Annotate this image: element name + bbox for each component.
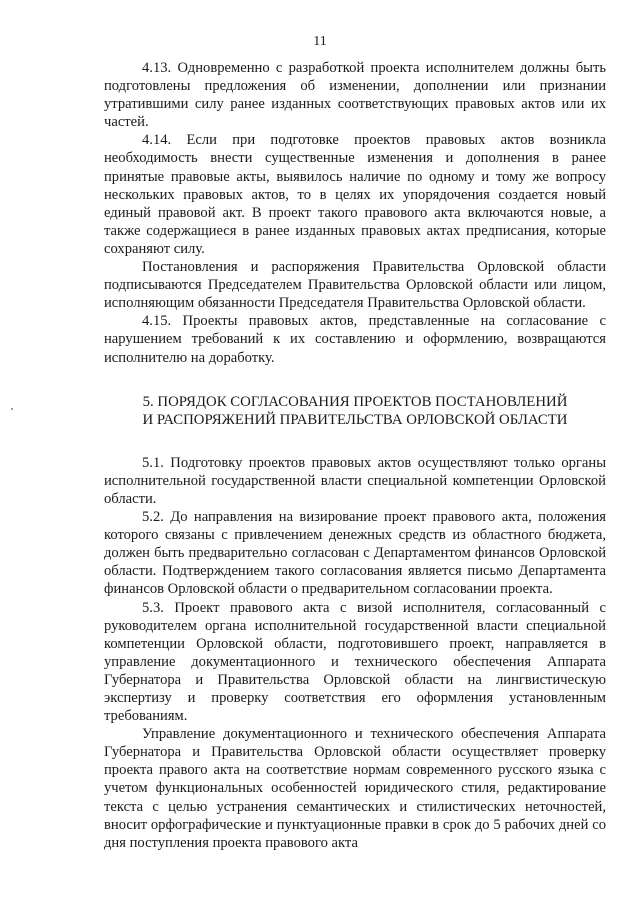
paragraph-4-14: 4.14. Если при подготовке проектов правовых актов возникла необходимость внести существенные изменения и дополнения в ранее принятые правовые акты, выявилось наличие по одному и тому же вопросу нескольких правовых актов, то в целях их упорядочения создается новый единый правовой акт. В проект такого правового акта включаются новые, а также содержащиеся в ранее изданных правовых актах предписания, которые сохраняют силу.	[104, 132, 606, 257]
section-heading-line-2: И РАСПОРЯЖЕНИЙ ПРАВИТЕЛЬСТВА ОРЛОВСКОЙ ОБЛАСТИ	[142, 411, 568, 428]
paragraph-5-3: 5.3. Проект правового акта с визой исполнителя, согласованный с руководителем органа исполнительной государственной власти специальной компетенции Орловской области, подготовившего проект, направляется в управление документационного и технического обеспечения Аппарата Губернатора и Правительства Орловской области на лингвистическую экспертизу и проверку соответствия его оформления установленным требованиям.	[104, 599, 606, 725]
paragraph-signing: Постановления и распоряжения Правительства Орловской области подписываются Председателем Правительства Орловской области или лицом, исполняющим обязанности Председателя Правительства Орловской области.	[104, 259, 606, 312]
paragraph-4-15: 4.15. Проекты правовых актов, представленные на согласование с нарушением требований к их составлению и оформлению, возвращаются исполнителю на доработку.	[104, 313, 606, 366]
paragraph-review: Управление документационного и технического обеспечения Аппарата Губернатора и Правительства Орловской области осуществляет проверку проекта правого акта на соответствие нормам современного русского языка с учетом функциональных особенностей юридического стиля, редактирование текста с целью устранения семантических и стилистических неточностей, вносит орфографические и пунктуационные правки в срок до 5 рабочих дней со дня поступления проекта правового акта	[104, 726, 606, 851]
margin-mark	[11, 408, 13, 410]
page-number: 11	[313, 34, 327, 49]
paragraph-4-13: 4.13. Одновременно с разработкой проекта исполнителем должны быть подготовлены предложения об изменении, дополнении или признании утратившими силу ранее изданных соответствующих правовых актов или их частей.	[104, 60, 606, 131]
section-heading-line-1: 5. ПОРЯДОК СОГЛАСОВАНИЯ ПРОЕКТОВ ПОСТАНОВЛЕНИЙ	[142, 393, 568, 410]
section-heading	[104, 393, 606, 429]
paragraph-5-2: 5.2. До направления на визирование проект правового акта, положения которого связаны с привлечением денежных средств из областного бюджета, должен быть предварительно согласован с Департаментом финансов Орловской области. Подтверждением такого согласования является письмо Департамента финансов Орловской области о предварительном согласовании проекта.	[104, 509, 606, 598]
paragraph-5-1: 5.1. Подготовку проектов правовых актов осуществляют только органы исполнительной государственной власти специальной компетенции Орловской области.	[104, 454, 606, 507]
document-body	[104, 59, 606, 852]
